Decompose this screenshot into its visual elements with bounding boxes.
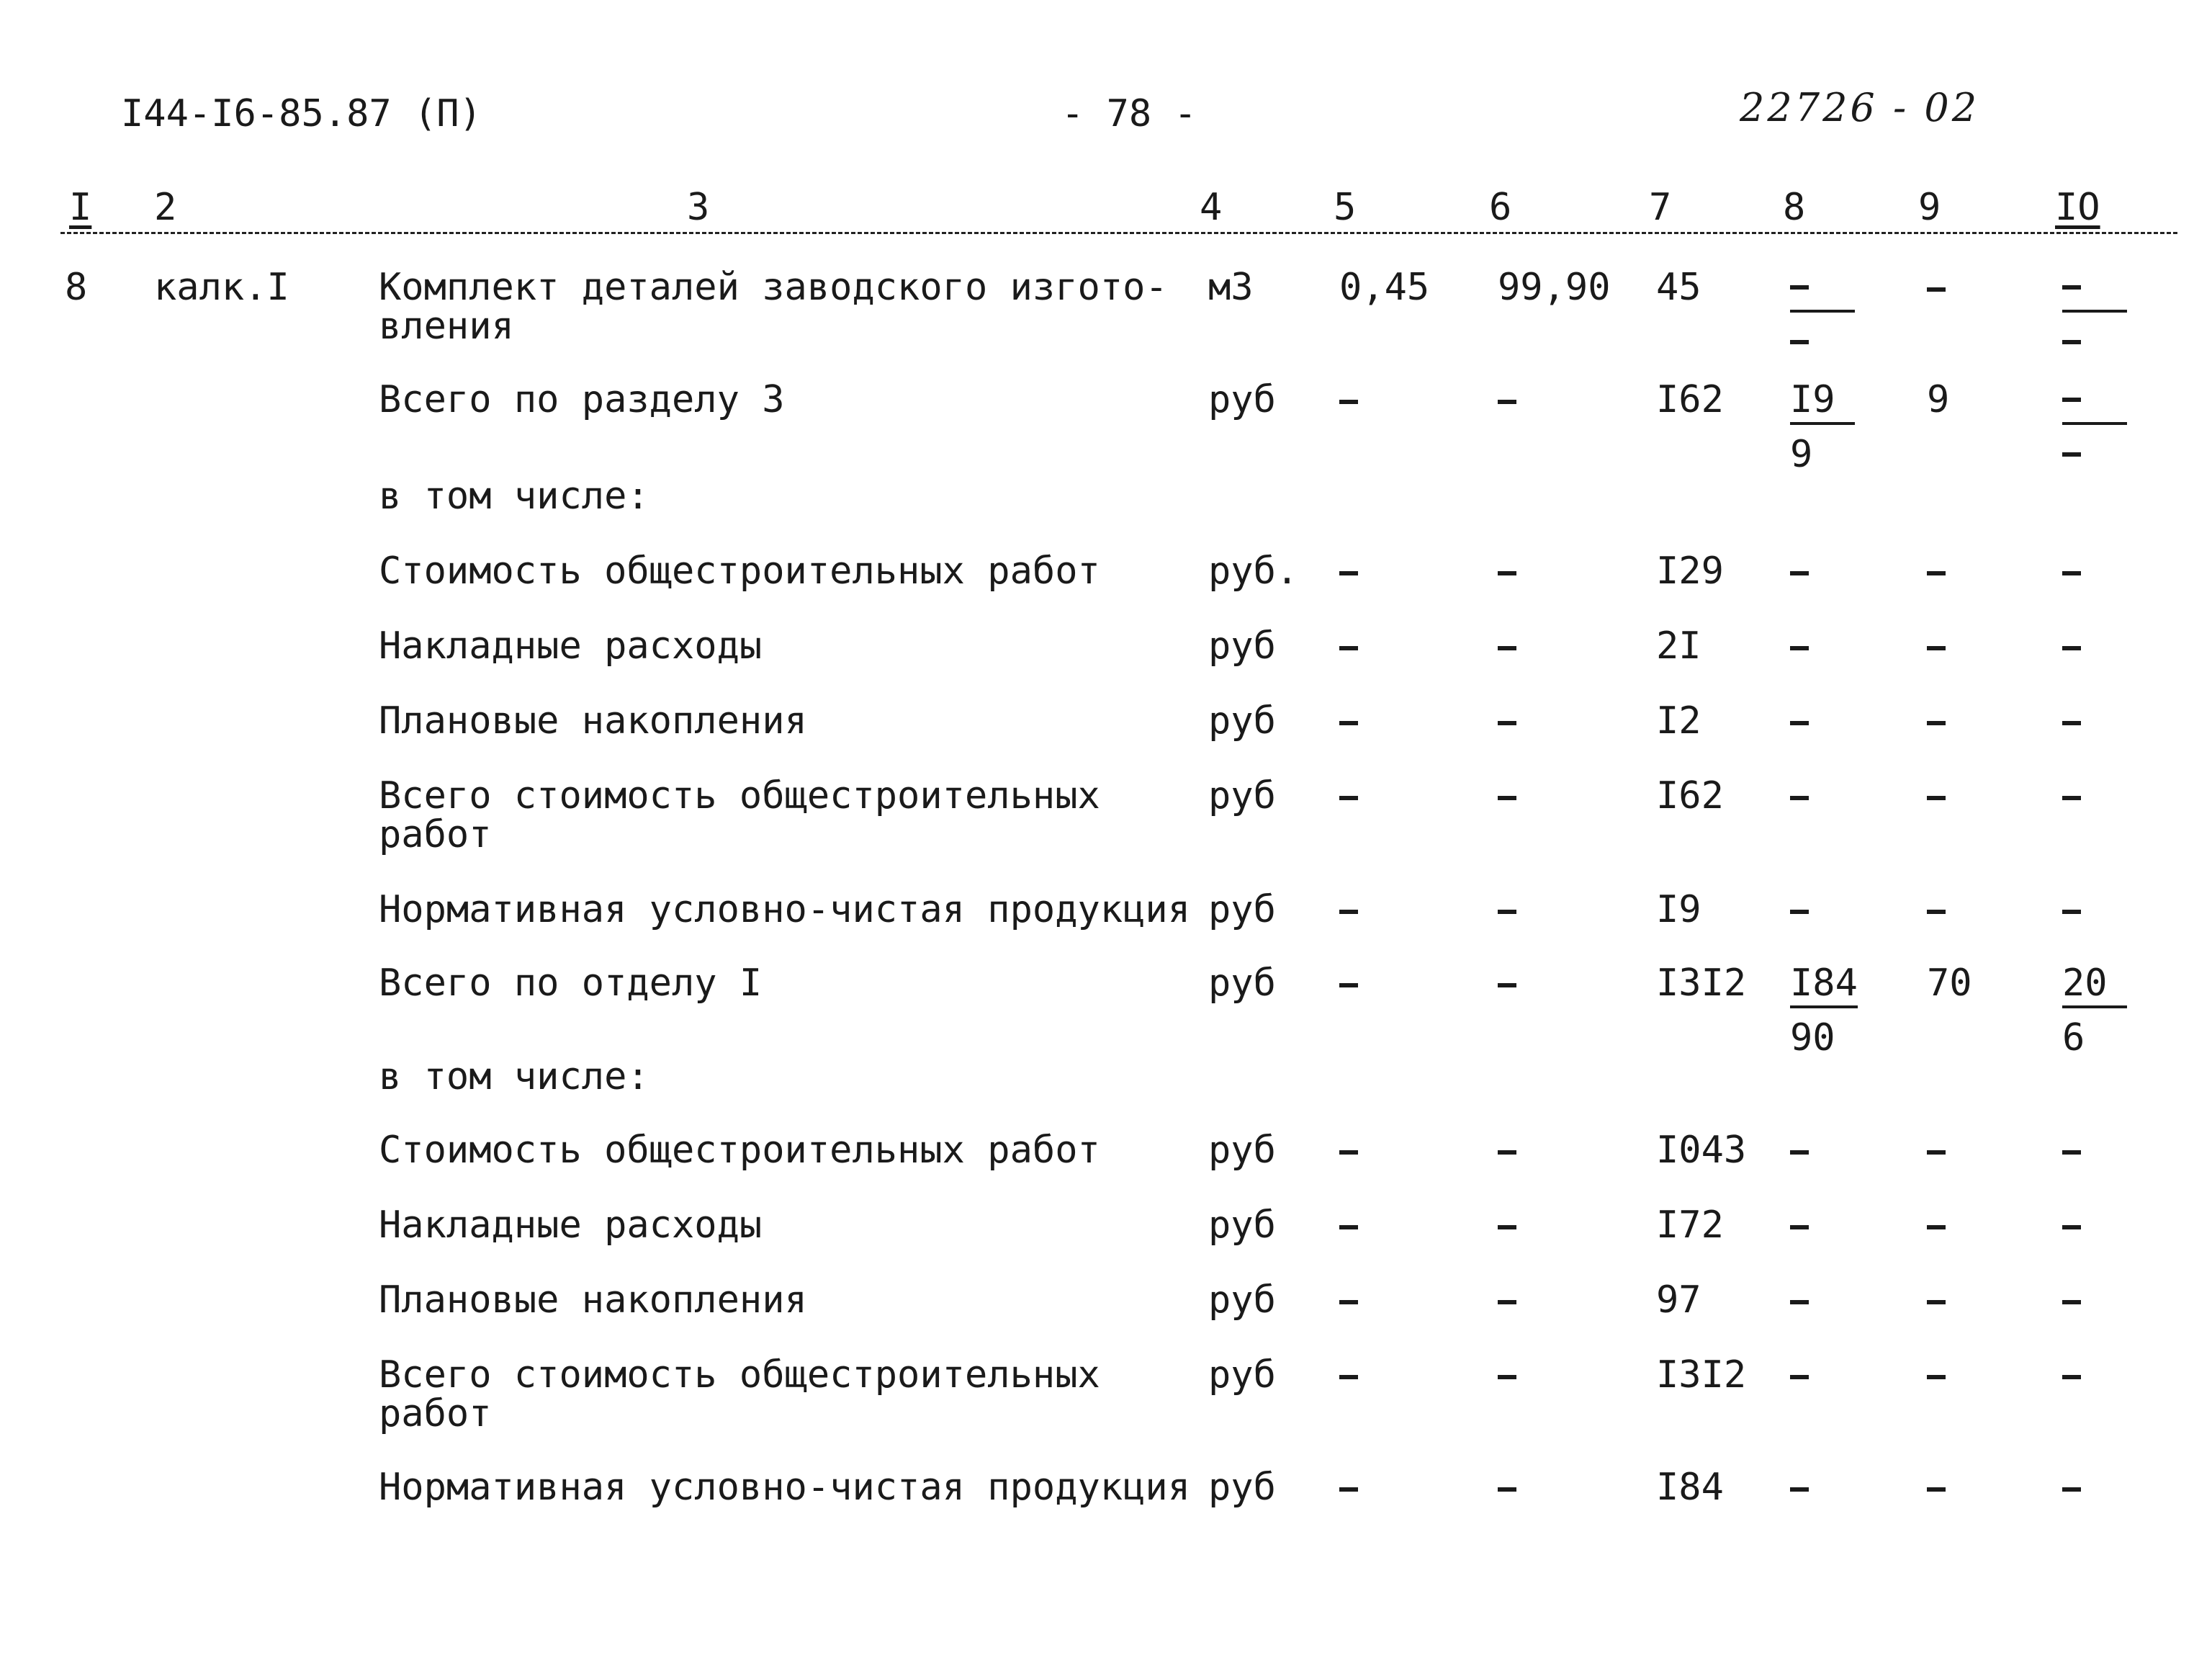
row-1-col-10-den-dash [2062,340,2081,344]
row-12-col-9-dash [1927,1225,1946,1229]
row-11-col-5 [1339,1131,1358,1170]
row-5-col-5-dash [1339,646,1358,650]
row-4-col-5-dash [1339,571,1358,575]
row-4-col-3: Стоимость общестроительных работ [379,550,1100,593]
row-9-col-10-fraction [2062,964,2127,1057]
row-4-col-6-dash [1498,571,1516,575]
row-13-col-7: 97 [1656,1278,1701,1322]
row-13-col-10 [2062,1281,2081,1319]
row-14-col-8-dash [1790,1375,1809,1379]
row-4-col-4: руб. [1208,550,1299,593]
row-2-col-7: I62 [1656,378,1724,421]
column-number-10: IO [2055,186,2100,229]
row-6-col-8-dash [1790,721,1809,725]
row-13-col-9-dash [1927,1300,1946,1304]
row-4-col-6 [1498,552,1516,591]
row-12-col-3: Накладные расходы [379,1204,763,1247]
row-12-col-8-dash [1790,1225,1809,1229]
column-number-1: I [69,186,92,229]
row-9-col-8-denominator: 90 [1790,1016,1835,1059]
row-1-col-10-numerator [2062,268,2127,313]
row-14-col-9 [1927,1355,1946,1394]
row-8-col-4: руб [1208,888,1276,931]
row-8-col-5-dash [1339,910,1358,914]
row-6-col-6 [1498,702,1516,740]
row-9-col-9: 70 [1927,962,1972,1005]
row-8-col-8 [1790,890,1809,929]
row-8-col-6 [1498,890,1516,929]
row-2-col-10-num-dash [2062,398,2081,402]
row-9-col-6-dash [1498,983,1516,987]
row-13-col-4: руб [1208,1278,1276,1322]
row-15-col-9 [1927,1468,1946,1507]
row-15-col-6 [1498,1468,1516,1507]
row-13-col-8-dash [1790,1300,1809,1304]
column-number-8: 8 [1783,186,1806,229]
row-7-col-4: руб [1208,774,1276,817]
row-1-col-2: калк.I [154,266,289,309]
row-11-col-4: руб [1208,1129,1276,1172]
row-9-col-4: руб [1208,962,1276,1005]
row-11-col-8-dash [1790,1150,1809,1155]
row-2-col-10 [2062,380,2127,474]
row-13-col-6 [1498,1281,1516,1319]
row-8-col-10 [2062,890,2081,929]
row-5-col-5 [1339,627,1358,666]
row-4-col-9 [1927,552,1946,591]
row-1-col-7: 45 [1656,266,1701,309]
row-12-col-6 [1498,1206,1516,1245]
row-2-col-4: руб [1208,378,1276,421]
row-15-col-10 [2062,1468,2081,1507]
row-14-col-5-dash [1339,1375,1358,1379]
row-6-col-5 [1339,702,1358,740]
row-8-col-6-dash [1498,910,1516,914]
row-6-col-9 [1927,702,1946,740]
row-9-col-8-numerator: I84 [1790,964,1858,1008]
row-7-col-6-dash [1498,796,1516,800]
row-6-col-7: I2 [1656,699,1701,743]
row-8-col-9-dash [1927,910,1946,914]
row-13-col-10-dash [2062,1300,2081,1304]
row-5-col-8 [1790,627,1809,666]
row-12-col-6-dash [1498,1225,1516,1229]
row-3-col-3: в том числе: [379,475,649,518]
row-12-col-9 [1927,1206,1946,1245]
row-13-col-9 [1927,1281,1946,1319]
row-4-col-5 [1339,552,1358,591]
row-11-col-10 [2062,1131,2081,1170]
row-15-col-5-dash [1339,1487,1358,1492]
row-12-col-10-dash [2062,1225,2081,1229]
row-12-col-4: руб [1208,1204,1276,1247]
row-2-col-5 [1339,380,1358,419]
row-1-col-3: Комплект деталей заводского изгото-вления [379,266,1168,348]
row-9-col-7: I3I2 [1656,962,1747,1005]
row-6-col-6-dash [1498,721,1516,725]
row-5-col-9 [1927,627,1946,666]
row-4-col-10 [2062,552,2081,591]
row-15-col-9-dash [1927,1487,1946,1492]
row-12-col-5-dash [1339,1225,1358,1229]
row-2-col-8-numerator: I9 [1790,380,1855,425]
row-6-col-8 [1790,702,1809,740]
row-1-col-10 [2062,268,2127,362]
row-7-col-5-dash [1339,796,1358,800]
column-number-4: 4 [1200,186,1223,229]
row-11-col-6 [1498,1131,1516,1170]
row-1-col-5: 0,45 [1339,266,1430,309]
row-9-col-5-dash [1339,983,1358,987]
row-7-col-3: Всего стоимость общестроительных работ [379,774,1100,856]
row-12-col-7: I72 [1656,1204,1724,1247]
row-6-col-10-dash [2062,721,2081,725]
row-6-col-3: Плановые накопления [379,699,807,743]
row-9-col-10-numerator: 20 [2062,964,2127,1008]
column-number-6: 6 [1489,186,1512,229]
row-1-col-8-den-dash [1790,340,1809,344]
row-1-col-8-fraction [1790,268,1855,362]
row-4-col-9-dash [1927,571,1946,575]
row-10-col-3: в том числе: [379,1055,649,1098]
row-9-col-8 [1790,964,1858,1057]
row-15-col-8-dash [1790,1487,1809,1492]
row-2-col-8-fraction [1790,380,1855,474]
row-4-col-10-dash [2062,571,2081,575]
row-5-col-8-dash [1790,646,1809,650]
row-5-col-3: Накладные расходы [379,624,763,668]
row-9-col-10 [2062,964,2127,1057]
row-8-col-5 [1339,890,1358,929]
row-1-col-9-dash [1927,287,1946,292]
row-15-col-8 [1790,1468,1809,1507]
row-12-col-8 [1790,1206,1809,1245]
row-11-col-6-dash [1498,1150,1516,1155]
row-1-col-10-num-dash [2062,285,2081,290]
row-7-col-10 [2062,776,2081,815]
row-13-col-6-dash [1498,1300,1516,1304]
row-7-col-10-dash [2062,796,2081,800]
row-12-col-5 [1339,1206,1358,1245]
row-1-col-6: 99,90 [1498,266,1611,309]
row-15-col-5 [1339,1468,1358,1507]
row-14-col-5 [1339,1355,1358,1394]
row-2-col-3: Всего по разделу 3 [379,378,785,421]
row-9-col-10-denominator: 6 [2062,1016,2085,1059]
row-12-col-10 [2062,1206,2081,1245]
row-4-col-7: I29 [1656,550,1724,593]
row-1-col-8-num-dash [1790,285,1809,290]
row-11-col-3: Стоимость общестроительных работ [379,1129,1100,1172]
row-9-col-3: Всего по отделу I [379,962,763,1005]
row-2-col-10-den-dash [2062,452,2081,457]
header-rule [60,232,2177,234]
row-2-col-6 [1498,380,1516,419]
row-6-col-10 [2062,702,2081,740]
row-15-col-3: Нормативная условно-чистая продукция [379,1466,1191,1509]
column-number-7: 7 [1649,186,1672,229]
row-2-col-10-fraction [2062,380,2127,474]
row-2-col-8 [1790,380,1855,474]
row-7-col-7: I62 [1656,774,1724,817]
row-2-col-9: 9 [1927,378,1950,421]
row-9-col-5 [1339,964,1358,1003]
row-1-col-10-fraction [2062,268,2127,362]
row-7-col-5 [1339,776,1358,815]
row-6-col-4: руб [1208,699,1276,743]
row-9-col-8-fraction [1790,964,1858,1057]
row-5-col-6-dash [1498,646,1516,650]
row-15-col-7: I84 [1656,1466,1724,1509]
column-number-5: 5 [1334,186,1357,229]
row-5-col-10 [2062,627,2081,666]
row-14-col-9-dash [1927,1375,1946,1379]
row-15-col-4: руб [1208,1466,1276,1509]
row-1-col-10-denominator [2062,313,2127,362]
row-13-col-5 [1339,1281,1358,1319]
row-7-col-9 [1927,776,1946,815]
page-number: - 78 - [1061,92,1197,135]
row-2-col-8-denominator: 9 [1790,433,1813,476]
row-14-col-6 [1498,1355,1516,1394]
row-8-col-10-dash [2062,910,2081,914]
row-9-col-6 [1498,964,1516,1003]
row-5-col-9-dash [1927,646,1946,650]
row-1-col-8-numerator [1790,268,1855,313]
row-8-col-3: Нормативная условно-чистая продукция [379,888,1191,931]
row-6-col-5-dash [1339,721,1358,725]
row-1-col-4: м3 [1208,266,1254,309]
row-2-col-10-denominator [2062,425,2127,474]
row-5-col-4: руб [1208,624,1276,668]
row-2-col-10-numerator [2062,380,2127,425]
row-7-col-8 [1790,776,1809,815]
row-14-col-4: руб [1208,1353,1276,1397]
row-6-col-9-dash [1927,721,1946,725]
row-11-col-9 [1927,1131,1946,1170]
row-14-col-8 [1790,1355,1809,1394]
row-15-col-6-dash [1498,1487,1516,1492]
row-14-col-10 [2062,1355,2081,1394]
row-1-col-9 [1927,268,1946,307]
row-11-col-8 [1790,1131,1809,1170]
row-11-col-5-dash [1339,1150,1358,1155]
row-14-col-3: Всего стоимость общестроительных работ [379,1353,1100,1435]
archive-stamp: 22726 - 02 [1740,85,1980,130]
row-4-col-8-dash [1790,571,1809,575]
row-1-col-8-denominator [1790,313,1855,362]
row-4-col-8 [1790,552,1809,591]
row-11-col-9-dash [1927,1150,1946,1155]
row-1-col-1: 8 [65,266,88,309]
row-13-col-3: Плановые накопления [379,1278,807,1322]
row-11-col-10-dash [2062,1150,2081,1155]
row-5-col-10-dash [2062,646,2081,650]
row-11-col-7: I043 [1656,1129,1747,1172]
row-2-col-6-dash [1498,400,1516,404]
column-number-3: 3 [687,186,710,229]
row-8-col-9 [1927,890,1946,929]
column-number-9: 9 [1918,186,1941,229]
row-14-col-7: I3I2 [1656,1353,1747,1397]
row-8-col-7: I9 [1656,888,1701,931]
row-5-col-6 [1498,627,1516,666]
row-7-col-6 [1498,776,1516,815]
row-8-col-8-dash [1790,910,1809,914]
row-1-col-8 [1790,268,1855,362]
row-2-col-5-dash [1339,400,1358,404]
row-14-col-6-dash [1498,1375,1516,1379]
row-13-col-8 [1790,1281,1809,1319]
row-7-col-8-dash [1790,796,1809,800]
row-7-col-9-dash [1927,796,1946,800]
row-15-col-10-dash [2062,1487,2081,1492]
doc-code: I44-I6-85.87 (П) [121,92,482,135]
row-13-col-5-dash [1339,1300,1358,1304]
row-14-col-10-dash [2062,1375,2081,1379]
row-5-col-7: 2I [1656,624,1701,668]
column-number-2: 2 [154,186,177,229]
